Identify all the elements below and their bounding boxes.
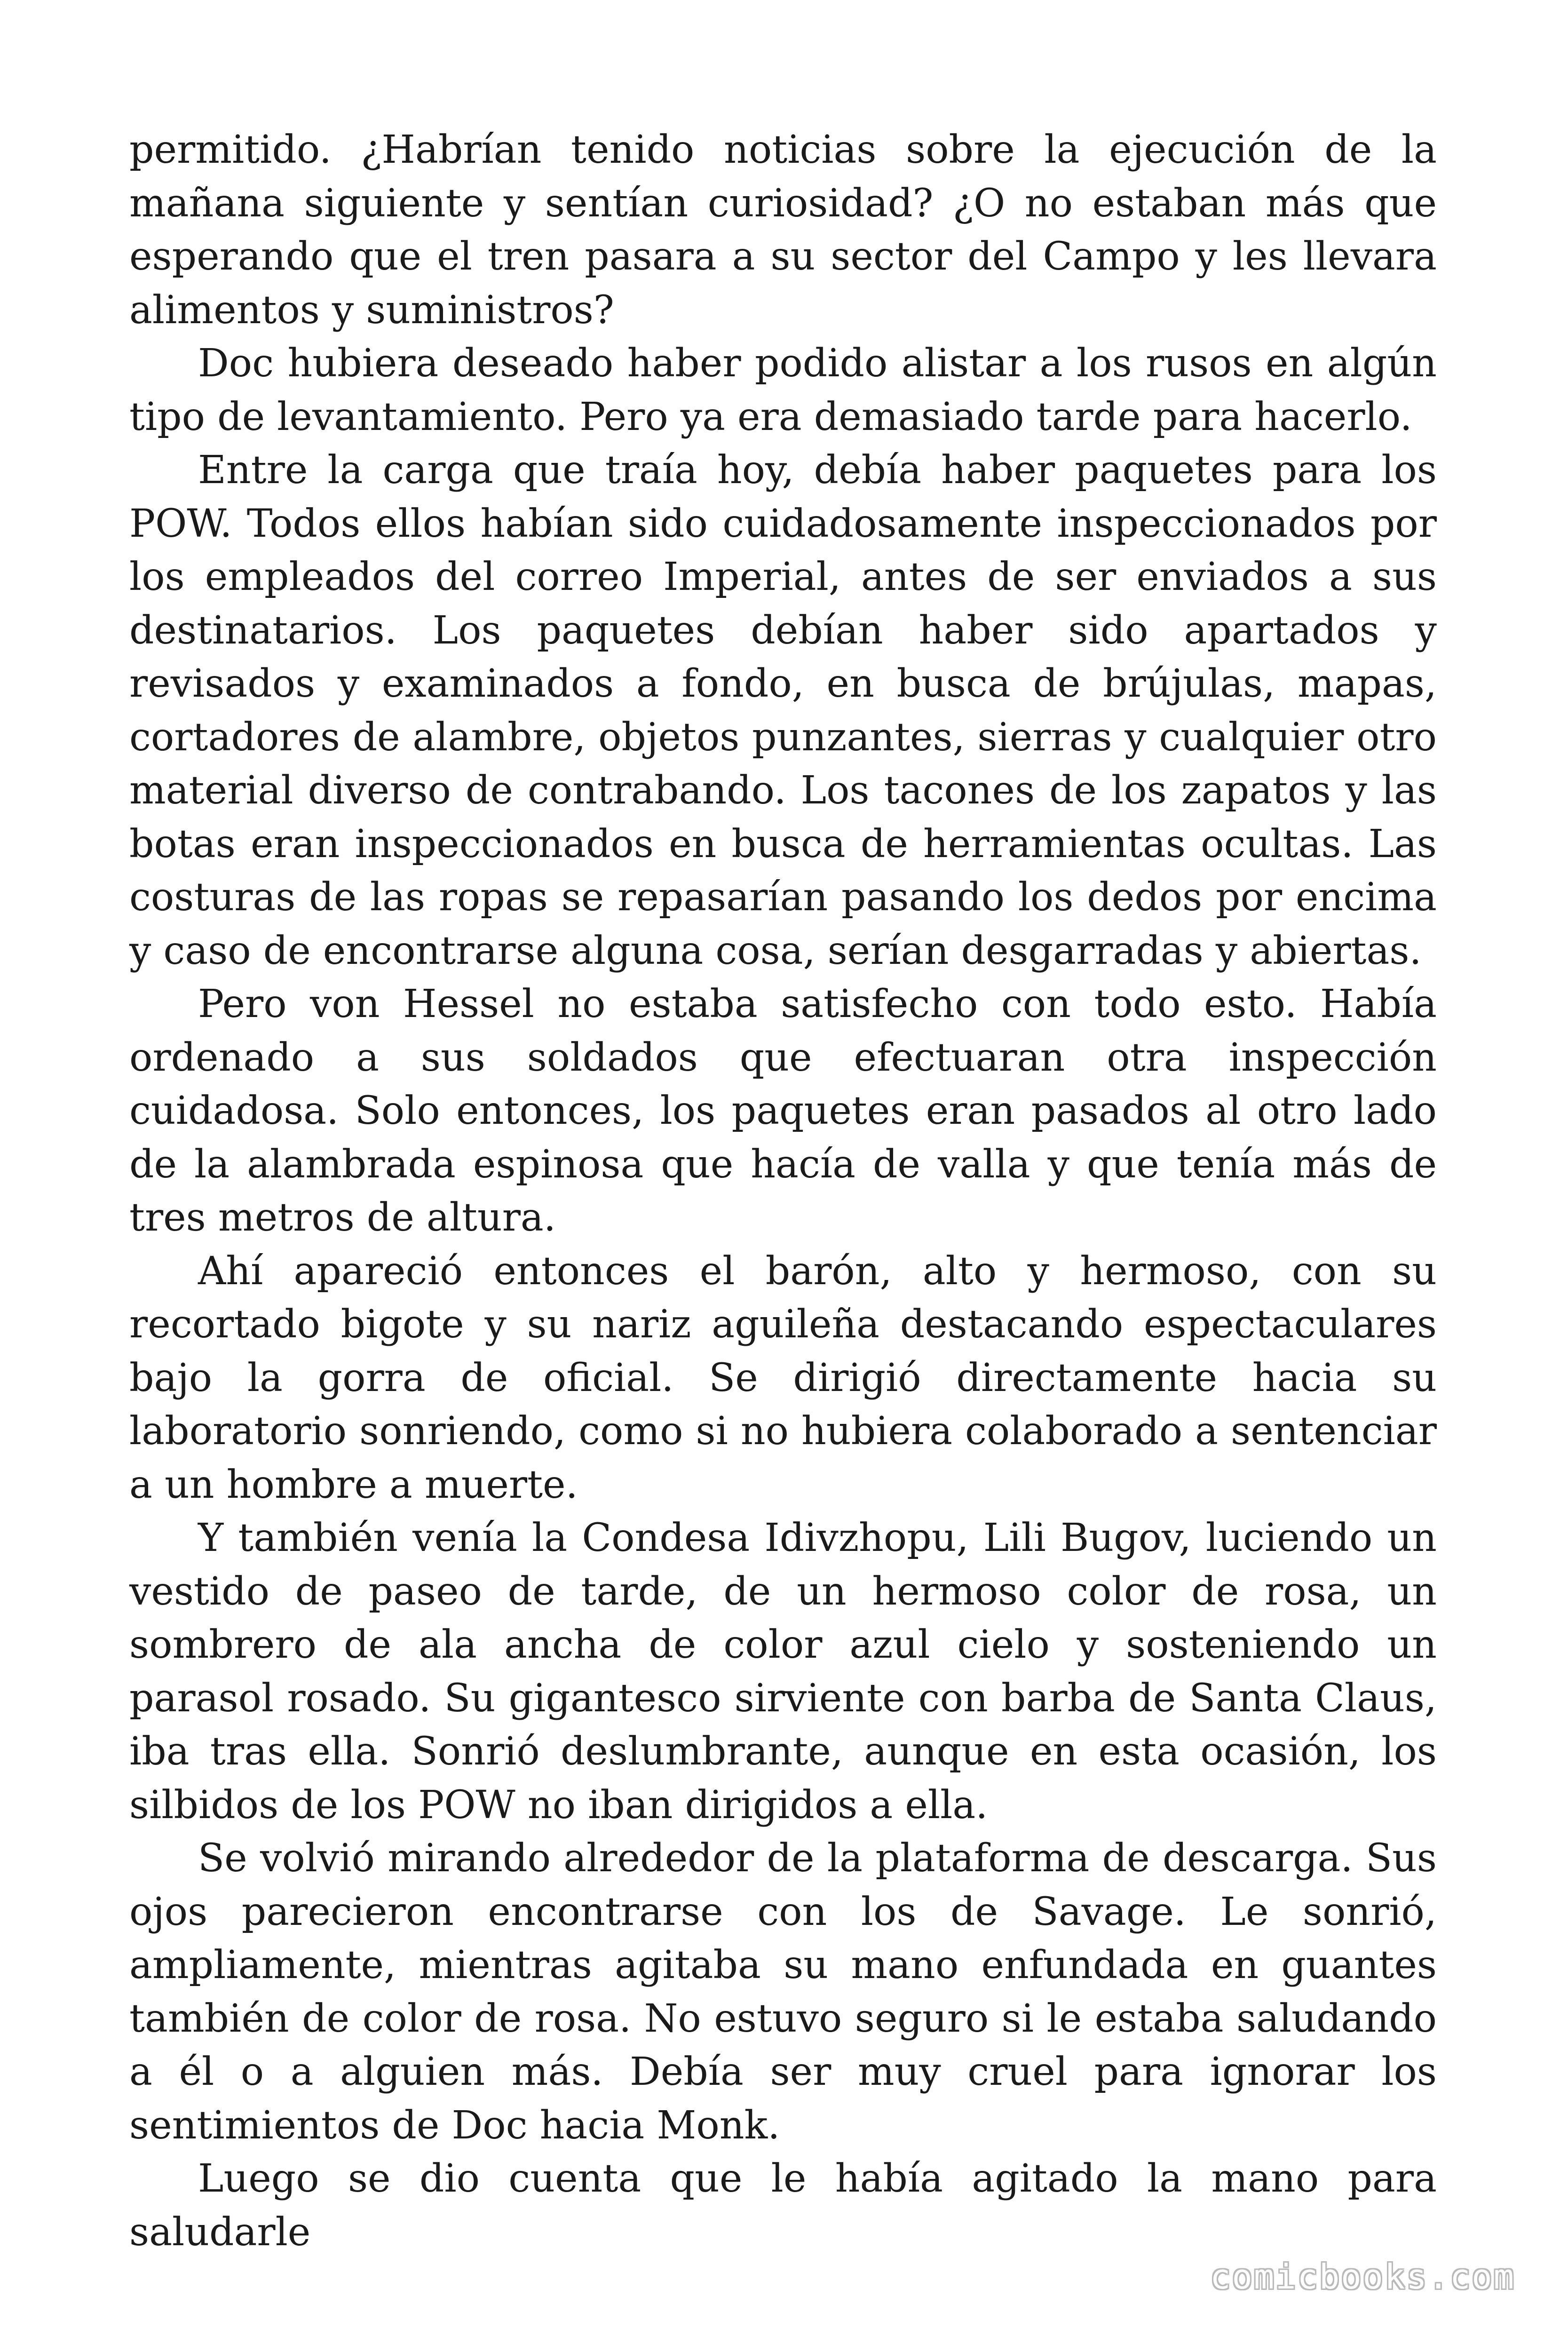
paragraph: Ahí apareció entonces el barón, alto y hermoso, con su recortado bigote y su nariz aguileña destacando espectaculares bajo la gorra de oficial. Se dirigió directamente hacia su laboratorio sonriendo, como si no hubiera colaborado a sentenciar a un hombre a muerte.	[129, 1248, 1437, 1507]
paragraph: Se volvió mirando alrededor de la plataforma de descarga. Sus ojos parecieron encontrarse con los de Savage. Le sonrió, ampliamente, mientras agitaba su mano enfundada en guantes también de color de rosa. No estuvo seguro si le estaba saludando a él o a alguien más. Debía ser muy cruel para ignorar los sentimientos de Doc hacia Monk.	[129, 1836, 1437, 2148]
paragraph: Entre la carga que traía hoy, debía haber paquetes para los POW. Todos ellos habían sido cuidadosamente inspeccionados por los empleados del correo Imperial, antes de ser enviados a sus destinatarios. Los paquetes debían haber sido apartados y revisados y examinados a fondo, en busca de brújulas, mapas, cortadores de alambre, objetos punzantes, sierras y cualquier otro material diverso de contrabando. Los tacones de los zapatos y las botas eran inspeccionados en busca de herramientas ocultas. Las costuras de las ropas se repasarían pasando los dedos por encima y caso de encontrarse alguna cosa, serían desgarradas y abiertas.	[129, 448, 1437, 973]
watermark: comicbooks.com	[1210, 2257, 1515, 2296]
paragraph: Luego se dio cuenta que le había agitado la mano para saludarle	[129, 2156, 1437, 2255]
paragraph: Y también venía la Condesa Idivzhopu, Lili Bugov, luciendo un vestido de paseo de tarde, de un hermoso color de rosa, un sombrero de ala ancha de color azul cielo y sosteniendo un parasol rosado. Su gigantesco sirviente con barba de Santa Claus, iba tras ella. Sonrió deslumbrante, aunque en esta ocasión, los silbidos de los POW no iban dirigidos a ella.	[129, 1516, 1437, 1828]
paragraph: Doc hubiera deseado haber podido alistar a los rusos en algún tipo de levantamiento. Pero ya era demasiado tarde para hacerlo.	[129, 341, 1437, 439]
paragraph: permitido. ¿Habrían tenido noticias sobre la ejecución de la mañana siguiente y sentían curiosidad? ¿O no estaban más que esperando que el tren pasara a su sector del Campo y les llevara alimentos y suministros?	[129, 127, 1437, 333]
paragraph: Pero von Hessel no estaba satisfecho con todo esto. Había ordenado a sus soldados que efectuaran otra inspección cuidadosa. Solo entonces, los paquetes eran pasados al otro lado de la alambrada espinosa que hacía de valla y que tenía más de tres metros de altura.	[129, 982, 1437, 1240]
body-text	[129, 123, 1437, 2259]
